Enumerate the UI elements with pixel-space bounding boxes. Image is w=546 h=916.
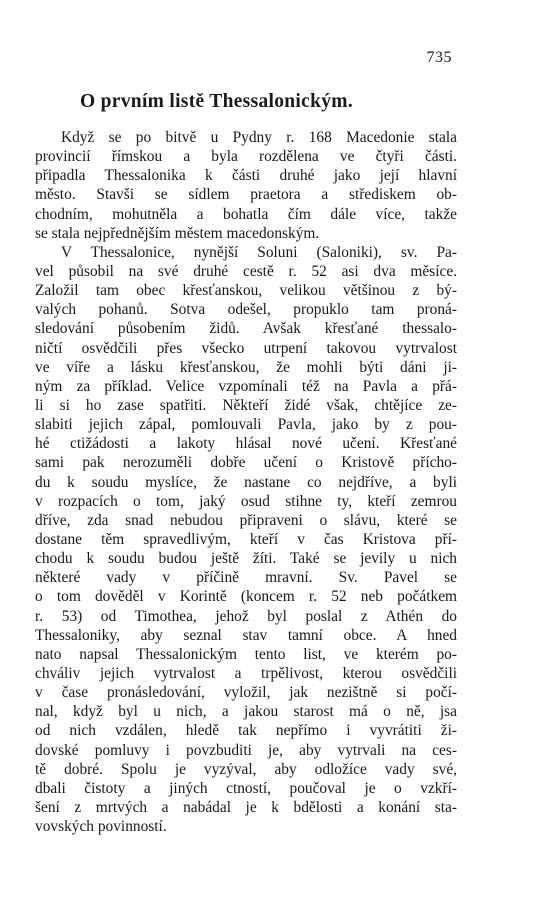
text-line: sledování působením židů. Avšak křesťané thessalo- xyxy=(35,320,457,338)
text-line: valých pohanů. Sotva odešel, propuklo tam proná- xyxy=(35,301,457,319)
text-line: nato napsal Thessalonickým tento list, ve kterém po- xyxy=(35,645,457,663)
text-line: du k soudu myslíce, že nastane co nejdříve, a byli xyxy=(35,473,457,491)
text-line: vovských povinností. xyxy=(35,818,167,836)
text-line: dovské pomluvy i povzbuditi je, aby vytrvali na ces- xyxy=(35,741,457,759)
text-line: tě dobré. Spolu je vyzýval, aby odložíce vady své, xyxy=(35,760,457,778)
text-line: nal, když byl u nich, a jakou starost má o ně, jsa xyxy=(35,703,457,721)
text-line: chodním, mohutněla a bohatla čím dále více, takže xyxy=(35,205,457,223)
body-text xyxy=(35,128,457,836)
text-line: V Thessalonice, nynější Soluni (Saloniki), sv. Pa- xyxy=(61,243,457,261)
text-line: vel působil na své druhé cestě r. 52 asi dva měsíce. xyxy=(35,262,457,280)
text-line: připadla Thessalonika k části druhé jako její hlavní xyxy=(35,167,457,185)
text-line: o tom dověděl v Korintě (koncem r. 52 neb počátkem xyxy=(35,588,457,606)
text-line: Když se po bitvě u Pydny r. 168 Macedonie stala xyxy=(61,129,457,146)
text-line: dostane těm spravedlivým, kteří v čas Kristova pří- xyxy=(35,530,457,548)
text-line: dbali čistoty a jiných ctností, poučoval je o vzkří- xyxy=(35,779,457,797)
text-line: šení z mrtvých a nabádal je k bdělosti a konání sta- xyxy=(35,798,457,816)
text-line: chodu k soudu budou ještě žíti. Také se jevily u nich xyxy=(35,550,457,568)
text-line: Založil tam obec křesťanskou, velikou většinou z bý- xyxy=(35,282,457,300)
page-number: 735 xyxy=(426,49,452,66)
text-line: v rozpacích o tom, jaký osud stihne ty, kteří zemrou xyxy=(35,492,457,510)
text-line: od nich vzdálen, hledě tak nepřímo i vyvrátiti ži- xyxy=(35,722,457,740)
text-line: Thessaloniky, aby seznal stav tamní obce. A hned xyxy=(35,626,457,644)
text-line: dříve, zda snad nebudou připraveni o slávu, které se xyxy=(35,511,457,529)
text-line: se stala nejpřednějším městem macedonským. xyxy=(35,224,320,242)
text-line: r. 53) od Timothea, jehož byl poslal z Athén do xyxy=(35,607,457,625)
text-line: hé ctižádosti a lakoty hlásal nové učení. Křesťané xyxy=(35,435,457,453)
text-line: ným za příklad. Velice vzpomínali též na Pavla a přá- xyxy=(35,377,457,395)
text-line: chváliv jejich vytrvalost a trpělivost, kterou osvědčili xyxy=(35,664,457,682)
text-line: ničtí osvědčili přes všecko utrpení takovou vytrvalost xyxy=(35,339,457,357)
text-line: ve víře a lásku křesťanskou, že mohli býti dáni ji- xyxy=(35,358,457,376)
text-line: v čase pronásledování, vyložil, jak nezištně si počí- xyxy=(35,684,457,702)
text-line: provincií římskou a byla rozdělena ve čtyři části. xyxy=(35,148,457,166)
chapter-heading: O prvním listě Thessalonickým. xyxy=(80,91,354,112)
text-line: město. Stavši se sídlem praetora a střediskem ob- xyxy=(35,186,457,204)
text-line: sami pak nerozuměli dobře učení o Kristově přícho- xyxy=(35,454,457,472)
text-line: slabiti jejich zápal, pomlouvali Pavla, jako by z pou- xyxy=(35,416,457,434)
text-line: li si ho zase spatřiti. Někteří židé však, chtějíce ze- xyxy=(35,396,457,414)
text-line: některé vady v příčině mravní. Sv. Pavel se xyxy=(35,569,457,587)
